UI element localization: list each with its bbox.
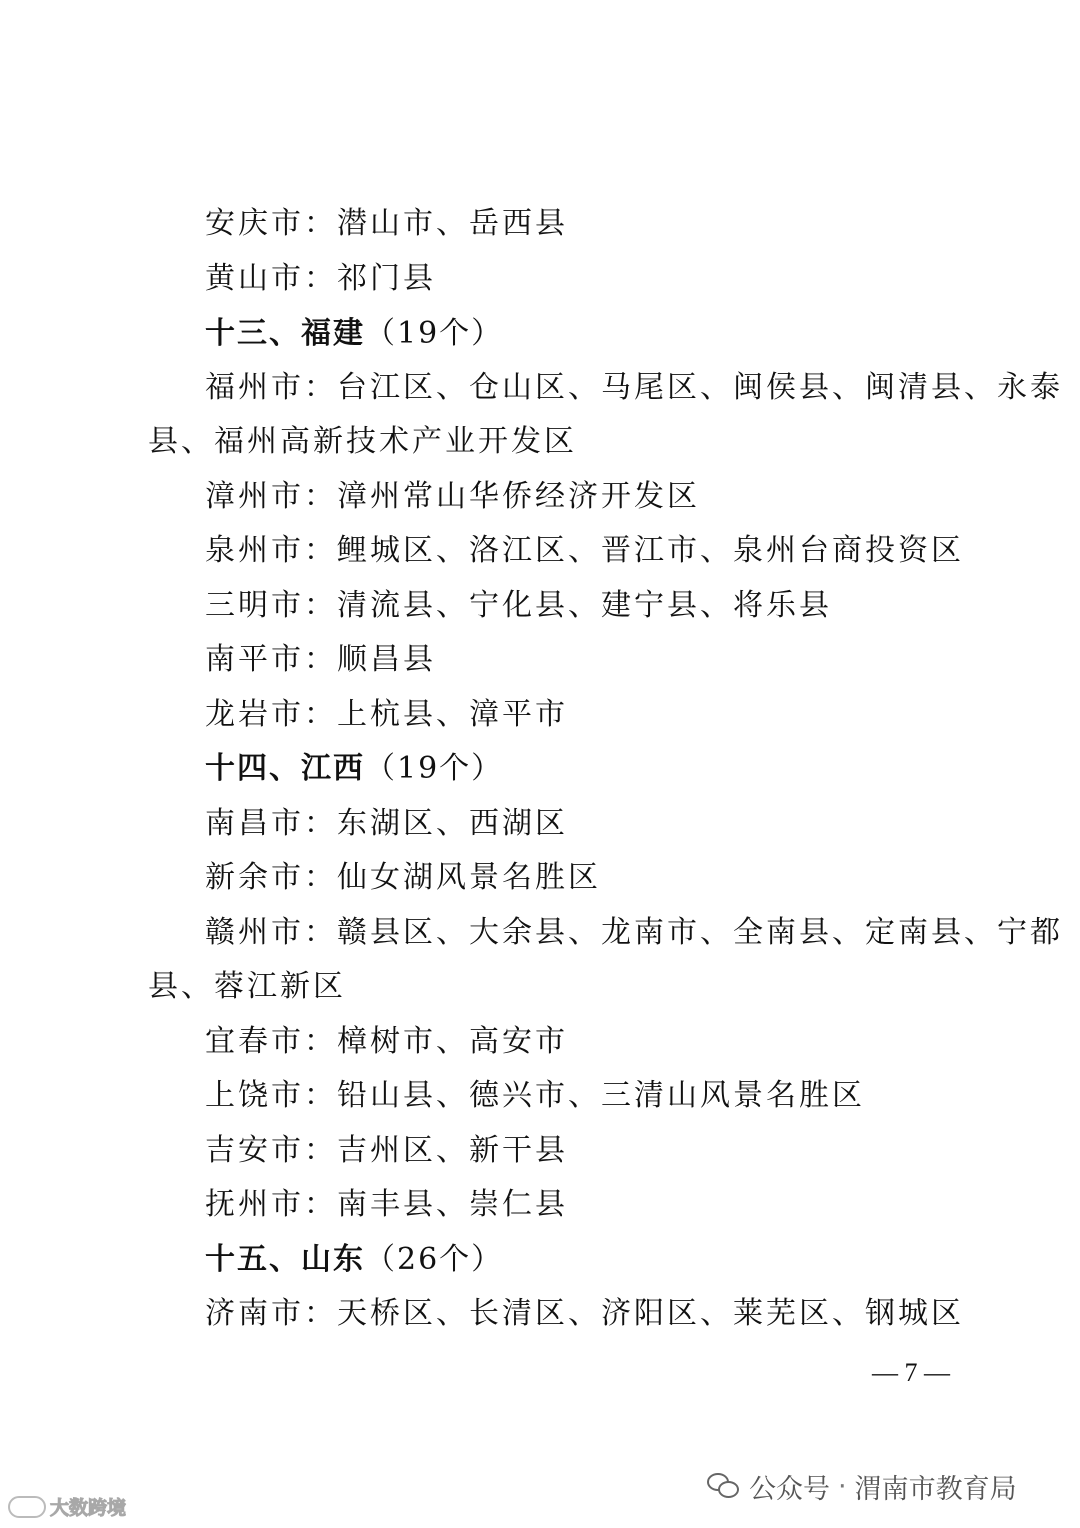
heading-count: （19个） [365,751,504,786]
heading-count: （26个） [365,1242,504,1277]
text-line: 安庆市：潜山市、岳西县 [205,206,568,241]
watermark-right [707,1466,1017,1506]
watermark-separator: · [838,1470,847,1502]
text-line: 福州市：台江区、仓山区、马尾区、闽侯县、闽清县、永泰 [205,370,1063,405]
text-line: 上饶市：铅山县、德兴市、三清山风景名胜区 [205,1078,865,1113]
text-line: 县、福州高新技术产业开发区 [148,424,577,459]
heading-title: 十四、江西 [205,751,365,786]
text-line: 新余市：仙女湖风景名胜区 [205,860,601,895]
text-line: 南昌市：东湖区、西湖区 [205,806,568,841]
text-line: 黄山市：祁门县 [205,261,436,296]
text-line: 南平市：顺昌县 [205,642,436,677]
text-line: 漳州市：漳州常山华侨经济开发区 [205,479,700,514]
text-line: 县、蓉江新区 [148,969,346,1004]
text-line: 龙岩市：上杭县、漳平市 [205,697,568,732]
page-number: — 7 — [872,1358,950,1387]
text-line: 三明市：清流县、宁化县、建宁县、将乐县 [205,588,832,623]
section-heading [205,749,1005,789]
text-line: 泉州市：鲤城区、洛江区、晋江市、泉州台商投资区 [205,533,964,568]
section-heading [205,1240,1005,1280]
watermark-logo-icon [8,1496,46,1518]
text-line: 济南市：天桥区、长清区、济阳区、莱芜区、钢城区 [205,1296,964,1331]
watermark-account-name: 渭南市教育局 [854,1473,1017,1505]
heading-title: 十三、福建 [205,316,365,351]
text-line: 赣州市：赣县区、大余县、龙南市、全南县、定南县、宁都 [205,915,1063,950]
text-line: 抚州市：南丰县、崇仁县 [205,1187,568,1222]
text-line: 宜春市：樟树市、高安市 [205,1024,568,1059]
watermark-prefix: 公众号 [749,1473,830,1505]
heading-count: （19个） [365,316,504,351]
watermark-left-text: 大数跨境 [50,1497,127,1519]
wechat-icon [707,1471,741,1501]
text-line: 吉安市：吉州区、新干县 [205,1133,568,1168]
heading-title: 十五、山东 [205,1242,365,1277]
section-heading [205,314,1005,354]
watermark-left [8,1493,126,1520]
